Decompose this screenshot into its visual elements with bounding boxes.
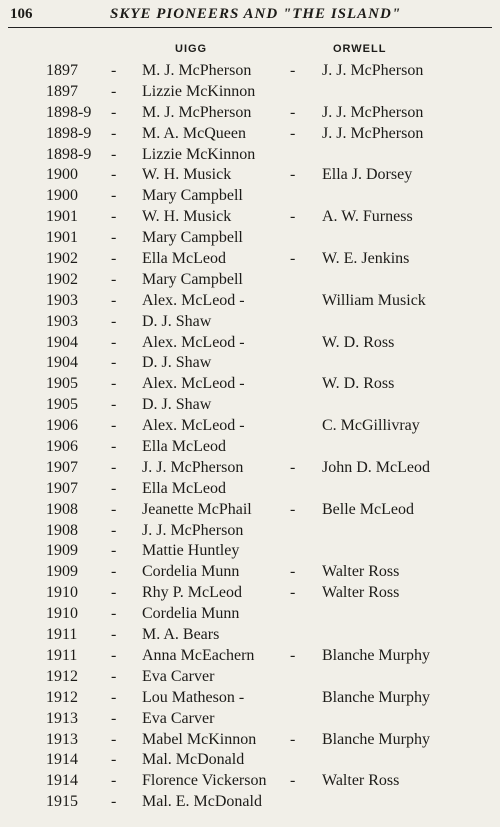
year: 1897 <box>46 82 78 100</box>
uigg-teacher: W. H. Musick <box>142 166 232 184</box>
uigg-teacher: J. J. McPherson <box>142 521 244 539</box>
uigg-teacher: D. J. Shaw <box>142 312 212 330</box>
page-number: 106 <box>10 6 33 22</box>
uigg-teacher: Mabel McKinnon <box>142 730 257 748</box>
running-head: SKYE PIONEERS AND "THE ISLAND" <box>110 6 402 22</box>
dash-separator: - <box>111 270 117 288</box>
dash-separator: - <box>111 730 117 748</box>
orwell-teacher: J. J. McPherson <box>322 62 424 79</box>
column-heading-orwell: ORWELL <box>333 43 387 55</box>
year: 1909 <box>46 542 78 560</box>
uigg-teacher: M. J. McPherson <box>142 62 252 79</box>
uigg-teacher: Alex. McLeod - <box>142 375 245 393</box>
dash-separator: - <box>111 479 117 497</box>
uigg-teacher: Mary Campbell <box>142 187 243 205</box>
list-item <box>0 458 500 479</box>
list-item <box>0 124 500 145</box>
column-heading-uigg: UIGG <box>175 43 208 55</box>
dash-separator: - <box>290 730 296 748</box>
list-item <box>0 61 500 82</box>
list-item <box>0 667 500 688</box>
year: 1907 <box>46 479 78 497</box>
uigg-teacher: Mal. E. McDonald <box>142 793 262 811</box>
year: 1905 <box>46 396 78 414</box>
uigg-teacher: Anna McEachern <box>142 646 255 664</box>
year: 1911 <box>46 646 78 664</box>
year: 1901 <box>46 229 78 247</box>
uigg-teacher: D. J. Shaw <box>142 354 212 372</box>
year: 1909 <box>46 563 78 581</box>
year: 1903 <box>46 291 78 309</box>
list-item <box>0 688 500 709</box>
orwell-teacher: Walter Ross <box>322 584 400 602</box>
year: 1904 <box>46 354 78 372</box>
orwell-teacher: W. D. Ross <box>322 375 395 393</box>
list-item <box>0 625 500 646</box>
uigg-teacher: D. J. Shaw <box>142 396 212 414</box>
dash-separator: - <box>111 772 117 790</box>
uigg-teacher: Ella McLeod <box>142 438 226 456</box>
year: 1898-9 <box>46 124 92 142</box>
orwell-teacher: C. McGillivray <box>322 417 420 435</box>
dash-separator: - <box>111 542 117 560</box>
orwell-teacher: Walter Ross <box>322 772 400 790</box>
dash-separator: - <box>111 333 117 351</box>
dash-separator: - <box>111 793 117 811</box>
dash-separator: - <box>290 584 296 602</box>
year: 1903 <box>46 312 78 330</box>
year: 1910 <box>46 584 78 602</box>
year: 1900 <box>46 187 78 205</box>
year: 1902 <box>46 270 78 288</box>
dash-separator: - <box>111 500 117 518</box>
uigg-teacher: M. A. McQueen <box>142 124 246 142</box>
list-item <box>0 416 500 437</box>
uigg-teacher: Lou Matheson - <box>142 688 245 706</box>
dash-separator: - <box>290 62 296 79</box>
uigg-teacher: Florence Vickerson <box>142 772 267 790</box>
dash-separator: - <box>111 709 117 727</box>
list-item <box>0 646 500 667</box>
uigg-teacher: Eva Carver <box>142 667 215 685</box>
list-item <box>0 333 500 354</box>
uigg-teacher: Eva Carver <box>142 709 215 727</box>
dash-separator: - <box>111 312 117 330</box>
year: 1910 <box>46 605 78 623</box>
list-item <box>0 374 500 395</box>
year: 1901 <box>46 208 78 226</box>
year: 1913 <box>46 709 78 727</box>
dash-separator: - <box>111 208 117 226</box>
list-item <box>0 521 500 542</box>
dash-separator: - <box>111 103 117 121</box>
list-item <box>0 583 500 604</box>
year: 1905 <box>46 375 78 393</box>
list-item <box>0 291 500 312</box>
list-item <box>0 709 500 730</box>
list-item <box>0 562 500 583</box>
year: 1914 <box>46 751 78 769</box>
dash-separator: - <box>111 187 117 205</box>
dash-separator: - <box>111 166 117 184</box>
list-item <box>0 792 500 813</box>
list-item <box>0 249 500 270</box>
orwell-teacher: Blanche Murphy <box>322 730 430 748</box>
dash-separator: - <box>111 124 117 142</box>
list-item <box>0 479 500 500</box>
orwell-teacher: John D. McLeod <box>322 458 430 476</box>
year: 1908 <box>46 500 78 518</box>
year: 1906 <box>46 438 78 456</box>
dash-separator: - <box>111 605 117 623</box>
dash-separator: - <box>111 646 117 664</box>
uigg-teacher: Mary Campbell <box>142 270 243 288</box>
uigg-teacher: Ella McLeod <box>142 250 226 268</box>
list-item <box>0 730 500 751</box>
uigg-teacher: Mary Campbell <box>142 229 243 247</box>
year: 1898-9 <box>46 145 92 163</box>
uigg-teacher: J. J. McPherson <box>142 458 244 476</box>
dash-separator: - <box>111 250 117 268</box>
uigg-teacher: Alex. McLeod - <box>142 291 245 309</box>
year: 1906 <box>46 417 78 435</box>
list-item <box>0 604 500 625</box>
dash-separator: - <box>290 646 296 664</box>
dash-separator: - <box>290 563 296 581</box>
uigg-teacher: Alex. McLeod - <box>142 333 245 351</box>
orwell-teacher: W. E. Jenkins <box>322 250 410 268</box>
dash-separator: - <box>111 458 117 476</box>
uigg-teacher: Rhy P. McLeod <box>142 584 242 602</box>
uigg-teacher: Cordelia Munn <box>142 605 240 623</box>
year: 1902 <box>46 250 78 268</box>
dash-separator: - <box>111 417 117 435</box>
year: 1912 <box>46 667 78 685</box>
year: 1904 <box>46 333 78 351</box>
year: 1908 <box>46 521 78 539</box>
list-item <box>0 145 500 166</box>
orwell-teacher: William Musick <box>322 291 426 309</box>
year: 1898-9 <box>46 103 92 121</box>
uigg-teacher: M. A. Bears <box>142 626 220 644</box>
list-item <box>0 500 500 521</box>
dash-separator: - <box>290 103 296 121</box>
list-item <box>0 103 500 124</box>
dash-separator: - <box>111 82 117 100</box>
orwell-teacher: Blanche Murphy <box>322 688 430 706</box>
dash-separator: - <box>290 166 296 184</box>
dash-separator: - <box>290 208 296 226</box>
dash-separator: - <box>290 772 296 790</box>
orwell-teacher: Ella J. Dorsey <box>322 166 413 184</box>
year: 1912 <box>46 688 78 706</box>
orwell-teacher: Blanche Murphy <box>322 646 430 664</box>
orwell-teacher: Belle McLeod <box>322 500 414 518</box>
dash-separator: - <box>111 688 117 706</box>
orwell-teacher: A. W. Furness <box>322 208 413 226</box>
list-item <box>0 270 500 291</box>
year: 1911 <box>46 626 78 644</box>
dash-separator: - <box>111 291 117 309</box>
uigg-teacher: Cordelia Munn <box>142 563 240 581</box>
uigg-teacher: Mal. McDonald <box>142 751 245 769</box>
dash-separator: - <box>111 563 117 581</box>
dash-separator: - <box>111 229 117 247</box>
dash-separator: - <box>111 354 117 372</box>
year: 1900 <box>46 166 78 184</box>
dash-separator: - <box>111 751 117 769</box>
list-item <box>0 186 500 207</box>
dash-separator: - <box>111 396 117 414</box>
list-item <box>0 207 500 228</box>
list-item <box>0 437 500 458</box>
uigg-teacher: Mattie Huntley <box>142 542 240 560</box>
uigg-teacher: M. J. McPherson <box>142 103 252 121</box>
uigg-teacher: Lizzie McKinnon <box>142 145 256 163</box>
list-item <box>0 771 500 792</box>
dash-separator: - <box>290 124 296 142</box>
year: 1915 <box>46 793 78 811</box>
list-item <box>0 353 500 374</box>
list-item <box>0 750 500 771</box>
dash-separator: - <box>290 458 296 476</box>
orwell-teacher: W. D. Ross <box>322 333 395 351</box>
year: 1913 <box>46 730 78 748</box>
teacher-list <box>0 61 500 813</box>
dash-separator: - <box>290 250 296 268</box>
list-item <box>0 395 500 416</box>
uigg-teacher: Ella McLeod <box>142 479 226 497</box>
year: 1897 <box>46 62 78 79</box>
header-rule <box>8 27 492 28</box>
list-item <box>0 312 500 333</box>
dash-separator: - <box>111 145 117 163</box>
orwell-teacher: J. J. McPherson <box>322 103 424 121</box>
orwell-teacher: Walter Ross <box>322 563 400 581</box>
uigg-teacher: Lizzie McKinnon <box>142 82 256 100</box>
list-item <box>0 228 500 249</box>
dash-separator: - <box>111 584 117 602</box>
list-item <box>0 82 500 103</box>
dash-separator: - <box>111 375 117 393</box>
list-item <box>0 541 500 562</box>
uigg-teacher: Jeanette McPhail <box>142 500 252 518</box>
uigg-teacher: Alex. McLeod - <box>142 417 245 435</box>
dash-separator: - <box>111 626 117 644</box>
dash-separator: - <box>111 521 117 539</box>
dash-separator: - <box>111 438 117 456</box>
list-item <box>0 165 500 186</box>
dash-separator: - <box>111 62 117 79</box>
uigg-teacher: W. H. Musick <box>142 208 232 226</box>
dash-separator: - <box>111 667 117 685</box>
dash-separator: - <box>290 500 296 518</box>
year: 1914 <box>46 772 78 790</box>
orwell-teacher: J. J. McPherson <box>322 124 424 142</box>
year: 1907 <box>46 458 78 476</box>
